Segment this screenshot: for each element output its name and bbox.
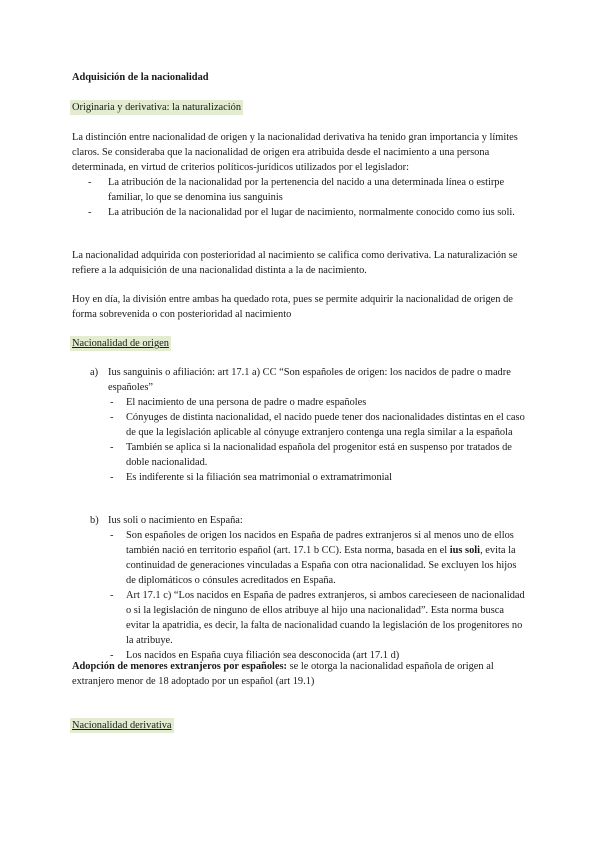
item-b-marker: b) xyxy=(90,515,99,526)
item-a-text: Ius sanguinis o afiliación: art 17.1 a) CC “Son españoles de origen: los nacidos de padre o madre españoles” xyxy=(108,367,511,393)
document-title: Adquisición de la nacionalidad xyxy=(72,72,209,83)
list-item: - Los nacidos en España cuya filiación sea desconocida (art 17.1 d) xyxy=(90,648,527,663)
item-a-marker: a) xyxy=(90,367,99,378)
section1-bullet-list xyxy=(72,175,527,220)
item-b-bullet1-bold: ius soli xyxy=(449,545,481,556)
item-b-block xyxy=(90,513,527,663)
item-b-bullet1-post: , evita la continuidad de generaciones vinculadas a España con otra nacionalidad. Se excluyen los hijos de diplomáticos o cónsules acreditados en España. xyxy=(126,545,517,586)
item-b-text: Ius soli o nacimiento en España: xyxy=(108,515,243,526)
adoption-bold: Adopción de menores extranjeros por españoles: xyxy=(72,661,288,672)
list-item: - La atribución de la nacionalidad por la pertenencia del nacido a una determinada línea o estirpe familiar, lo que se denomina ius sanguinis xyxy=(72,175,527,205)
list-item: - La atribución de la nacionalidad por el lugar de nacimiento, normalmente conocido como ius soli. xyxy=(72,205,527,220)
adoption-paragraph xyxy=(72,659,527,689)
list-item: - También se aplica si la nacionalidad española del progenitor está en suspenso por tratados de doble nacionalidad. xyxy=(90,440,527,470)
list-item: - Es indiferente si la filiación sea matrimonial o extramatrimonial xyxy=(90,470,527,485)
item-b-bullet1-pre: Son españoles de origen los nacidos en España de padres extranjeros si al menos uno de ellos también nació en territorio español (art. 17.1 b CC). Esta norma, basada en el xyxy=(126,530,514,556)
section1-intro: La distinción entre nacionalidad de origen y la nacionalidad derivativa ha tenido gran importancia y límites claros. Se consideraba que la nacionalidad de origen era atribuida desde el nacimiento a una persona determinada, en virtud de criterios políticos-jurídicos utilizados por el legislador: xyxy=(72,132,518,173)
list-item: - Cónyuges de distinta nacionalidad, el nacido puede tener dos nacionalidades distintas en el caso de que la legislación aplicable al cónyuge extranjero contenga una regla similar a la española xyxy=(90,410,527,440)
section1-block xyxy=(72,130,527,220)
list-item: - Art 17.1 c) “Los nacidos en España de padres extranjeros, si ambos carecieseen de nacionalidad o si la legislación de ninguno de ellos atribuye al hijo una nacionalidad”. Esta norma busca evitar la apatridia, es decir, la falta de nacionalidad cuando la legislación de los progenitores no la atribuye. xyxy=(90,588,527,648)
adoption-text: se le otorga la nacionalidad española de origen al extranjero menor de 18 adoptado por un español (art 19.1) xyxy=(72,661,494,687)
list-item xyxy=(90,528,527,588)
section-heading-origen: Nacionalidad de origen xyxy=(72,338,169,349)
list-item: - El nacimiento de una persona de padre o madre españoles xyxy=(90,395,527,410)
section-heading-originaria: Originaria y derivativa: la naturalización xyxy=(72,102,242,113)
section-heading-derivativa: Nacionalidad derivativa xyxy=(72,720,172,731)
section1-paragraph-2: La nacionalidad adquirida con posterioridad al nacimiento se califica como derivativa. La naturalización se refiere a la adquisición de una nacionalidad distinta a la de nacimiento. xyxy=(72,250,518,276)
item-a-bullet-list xyxy=(90,395,527,485)
section1-paragraph-3: Hoy en día, la división entre ambas ha quedado rota, pues se permite adquirir la nacionalidad de origen de forma sobrevenida o con posterioridad al nacimiento xyxy=(72,294,513,320)
item-b-bullet-list xyxy=(90,528,527,663)
item-a-block xyxy=(90,365,527,485)
